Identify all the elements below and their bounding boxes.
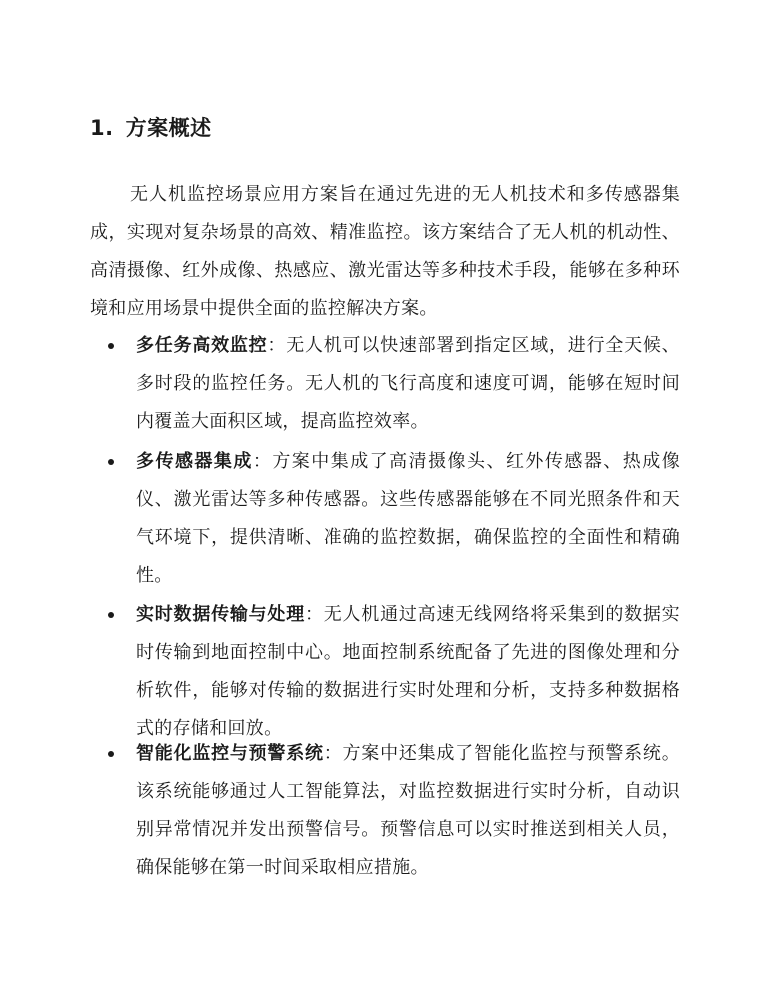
bullet-dot-icon bbox=[108, 751, 114, 757]
list-item bbox=[108, 443, 680, 595]
list-item-separator: ： bbox=[252, 451, 273, 472]
list-item-body bbox=[136, 327, 680, 441]
list-item-separator: ： bbox=[323, 743, 343, 764]
list-item-body bbox=[136, 735, 680, 887]
list-item-separator: ： bbox=[267, 335, 287, 356]
list-item-text: 无人机可以快速部署到指定区域，进行全天候、多时段的监控任务。无人机的飞行高度和速度可调，能够在短时间内覆盖大面积区域，提高监控效率。 bbox=[136, 335, 680, 432]
section-heading bbox=[90, 113, 212, 143]
section-title: 方案概述 bbox=[125, 116, 212, 140]
section-number: 1. bbox=[90, 116, 114, 140]
bullet-dot-icon bbox=[108, 343, 114, 349]
list-item-separator: ： bbox=[304, 604, 324, 625]
list-item-term: 多传感器集成 bbox=[136, 451, 253, 472]
list-item-body bbox=[136, 596, 680, 748]
list-item-term: 多任务高效监控 bbox=[136, 335, 268, 356]
list-item-term: 智能化监控与预警系统 bbox=[136, 743, 324, 764]
bullet-dot-icon bbox=[108, 612, 114, 618]
intro-paragraph: 无人机监控场景应用方案旨在通过先进的无人机技术和多传感器集成，实现对复杂场景的高效、精准监控。该方案结合了无人机的机动性、高清摄像、红外成像、热感应、激光雷达等多种技术手段，能够在多种环境和应用场景中提供全面的监控解决方案。 bbox=[90, 184, 680, 319]
bullet-dot-icon bbox=[108, 459, 114, 465]
list-item-text: 方案中还集成了智能化监控与预警系统。该系统能够通过人工智能算法，对监控数据进行实时分析，自动识别异常情况并发出预警信号。预警信息可以实时推送到相关人员，确保能够在第一时间采取相应措施。 bbox=[136, 743, 680, 878]
list-item bbox=[108, 735, 680, 887]
list-item-term: 实时数据传输与处理 bbox=[136, 604, 305, 625]
list-item-text: 方案中集成了高清摄像头、红外传感器、热成像仪、激光雷达等多种传感器。这些传感器能够在不同光照条件和天气环境下，提供清晰、准确的监控数据，确保监控的全面性和精确性。 bbox=[136, 451, 680, 586]
list-item-text: 无人机通过高速无线网络将采集到的数据实时传输到地面控制中心。地面控制系统配备了先进的图像处理和分析软件，能够对传输的数据进行实时处理和分析，支持多种数据格式的存储和回放。 bbox=[136, 604, 680, 739]
list-item bbox=[108, 327, 680, 441]
list-item-body bbox=[136, 443, 680, 595]
list-item bbox=[108, 596, 680, 748]
